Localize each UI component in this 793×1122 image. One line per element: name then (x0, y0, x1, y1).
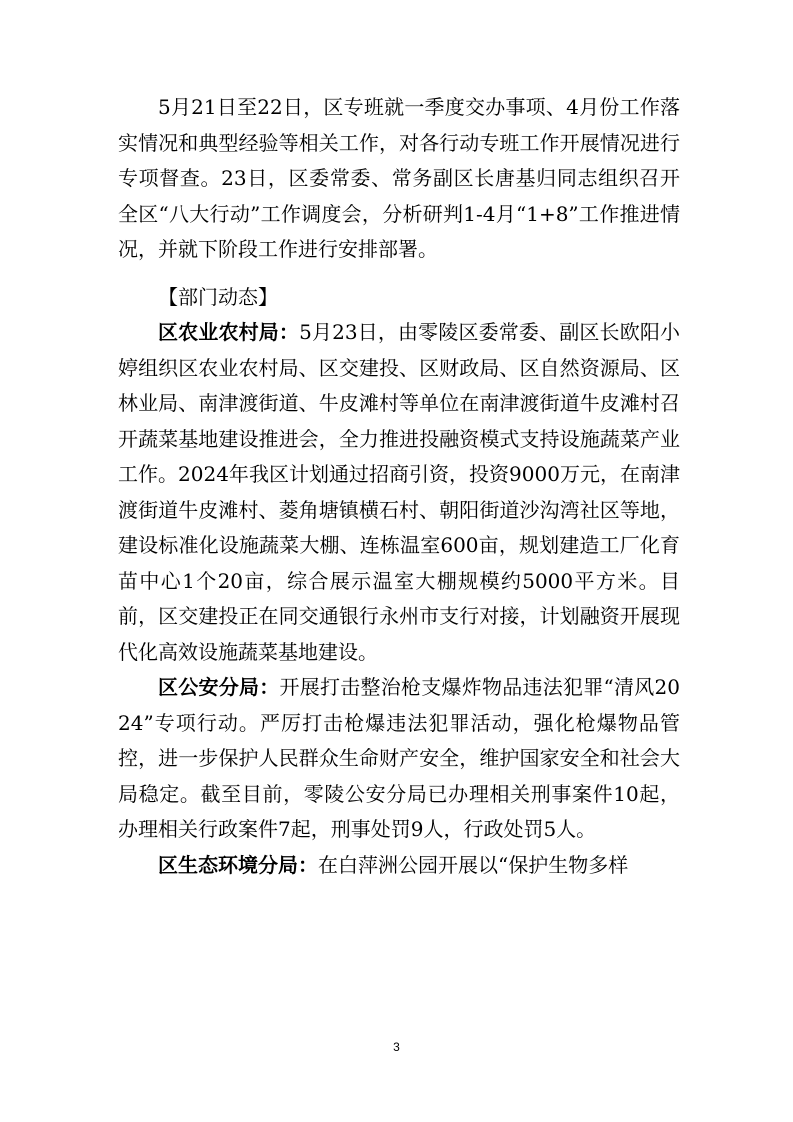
dept-name-police: 区公安分局： (158, 675, 280, 699)
dept-name-agriculture: 区农业农村局： (158, 320, 300, 344)
document-body (118, 90, 680, 883)
dept-paragraph-police (118, 670, 680, 848)
dept-paragraph-ecology (118, 848, 680, 884)
dept-text-ecology: 在白萍洲公园开展以“保护生物多样 (318, 852, 629, 877)
spacer (118, 268, 680, 280)
page-number: 3 (393, 1040, 400, 1054)
intro-paragraph: 5月21日至22日，区专班就一季度交办事项、4月份工作落实情况和典型经验等相关工作，对各行动专班工作开展情况进行专项督查。23日，区委常委、常务副区长唐基归同志组织召开全区“八大行动”工作调度会，分析研判1-4月“1+8”工作推进情况，并就下阶段工作进行安排部署。 (118, 95, 680, 261)
dept-text-agriculture: 5月23日，由零陵区委常委、副区长欧阳小婷组织区农业农村局、区交建投、区财政局、区自然资源局、区林业局、南津渡街道、牛皮滩村等单位在南津渡街道牛皮滩村召开蔬菜基地建设推进会，全力推进投融资模式支持设施蔬菜产业工作。2024年我区计划通过招商引资，投资9000万元，在南津渡街道牛皮滩村、菱角塘镇横石村、朝阳街道沙沟湾社区等地，建设标准化设施蔬菜大棚、连栋温室600亩，规划建造工厂化育苗中心1个20亩，综合展示温室大棚规模约5000平方米。目前，区交建投正在同交通银行永州市支行对接，计划融资开展现代化高效设施蔬菜基地建设。 (118, 320, 680, 664)
dept-paragraph-agriculture (118, 315, 680, 670)
section-title: 【部门动态】 (158, 284, 278, 309)
dept-text-police: 开展打击整治枪支爆炸物品违法犯罪“清风2024”专项行动。严厉打击枪爆违法犯罪活动，强化枪爆物品管控，进一步保护人民群众生命财产安全，维护国家安全和社会大局稳定。截至目前，零陵公安分局已办理相关刑事案件10起，办理相关行政案件7起，刑事处罚9人，行政处罚5人。 (118, 675, 680, 841)
dept-name-ecology: 区生态环境分局： (158, 852, 318, 877)
